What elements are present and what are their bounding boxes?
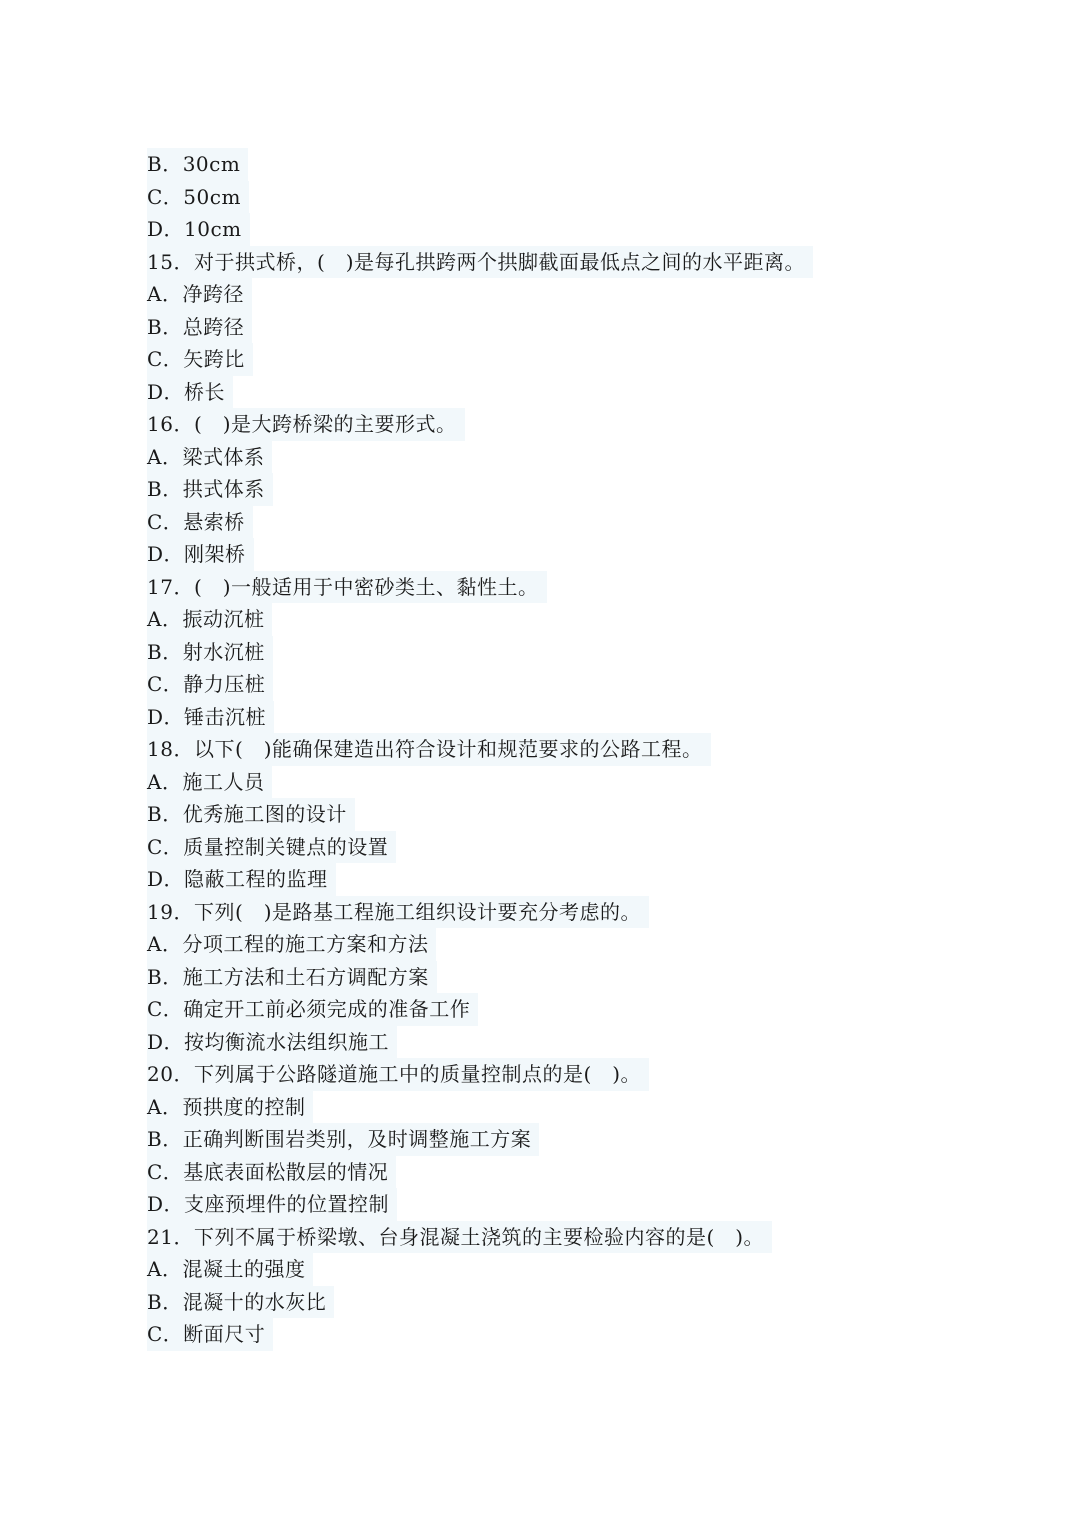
option-line [147,961,947,994]
option-text: C．静力压桩 [147,668,273,701]
option-text: D．锤击沉桩 [147,701,274,734]
option-text: A．施工人员 [147,766,272,799]
option-line [147,343,947,376]
option-line [147,1026,947,1059]
question-line [147,408,947,441]
question-text: 19．下列( )是路基工程施工组织设计要充分考虑的。 [147,896,649,929]
option-text: B．正确判断围岩类别，及时调整施工方案 [147,1123,539,1156]
option-line [147,701,947,734]
option-text: C．质量控制关键点的设置 [147,831,396,864]
option-text: A．振动沉桩 [147,603,272,636]
option-line [147,441,947,474]
option-line [147,1253,947,1286]
option-line [147,538,947,571]
option-line [147,506,947,539]
option-line [147,1188,947,1221]
question-line [147,896,947,929]
option-text: B．优秀施工图的设计 [147,798,355,831]
question-text: 20．下列属于公路隧道施工中的质量控制点的是( )。 [147,1058,649,1091]
option-line [147,928,947,961]
question-line [147,246,947,279]
option-text: B．总跨径 [147,311,252,344]
question-line [147,733,947,766]
option-text: D．隐蔽工程的监理 [147,863,336,896]
option-line [147,603,947,636]
question-text: 21．下列不属于桥梁墩、台身混凝土浇筑的主要检验内容的是( )。 [147,1221,772,1254]
option-text: A．分项工程的施工方案和方法 [147,928,436,961]
option-text: C．基底表面松散层的情况 [147,1156,396,1189]
question-text: 17．( )一般适用于中密砂类土、黏性土。 [147,571,547,604]
option-text: D．按均衡流水法组织施工 [147,1026,397,1059]
question-text: 15．对于拱式桥，( )是每孔拱跨两个拱脚截面最低点之间的水平距离。 [147,246,813,279]
question-line [147,571,947,604]
option-line [147,831,947,864]
option-line [147,213,947,246]
option-text: B．施工方法和土石方调配方案 [147,961,437,994]
option-text: D．刚架桥 [147,538,254,571]
question-line [147,1221,947,1254]
option-line [147,1318,947,1351]
option-line [147,993,947,1026]
option-line [147,766,947,799]
option-line [147,148,947,181]
option-text: C．50cm [147,181,249,214]
option-line [147,1286,947,1319]
option-text: B．混凝十的水灰比 [147,1286,334,1319]
option-line [147,863,947,896]
option-text: A．混凝土的强度 [147,1253,313,1286]
option-text: D．支座预埋件的位置控制 [147,1188,397,1221]
option-text: C．矢跨比 [147,343,253,376]
option-line [147,311,947,344]
option-line [147,278,947,311]
option-text: C．断面尺寸 [147,1318,273,1351]
option-line [147,376,947,409]
question-line [147,1058,947,1091]
option-line [147,1091,947,1124]
option-text: B．射水沉桩 [147,636,273,669]
option-text: B．30cm [147,148,248,181]
document-body [147,148,947,1351]
option-line [147,1123,947,1156]
question-text: 18．以下( )能确保建造出符合设计和规范要求的公路工程。 [147,733,711,766]
option-line [147,798,947,831]
option-text: D．10cm [147,213,250,246]
option-text: A．净跨径 [147,278,252,311]
option-text: B．拱式体系 [147,473,273,506]
option-text: D．桥长 [147,376,233,409]
option-text: A．预拱度的控制 [147,1091,313,1124]
option-line [147,668,947,701]
option-line [147,181,947,214]
option-line [147,636,947,669]
option-text: C．确定开工前必须完成的准备工作 [147,993,478,1026]
option-line [147,1156,947,1189]
option-line [147,473,947,506]
option-text: A．梁式体系 [147,441,272,474]
option-text: C．悬索桥 [147,506,253,539]
question-text: 16．( )是大跨桥梁的主要形式。 [147,408,465,441]
